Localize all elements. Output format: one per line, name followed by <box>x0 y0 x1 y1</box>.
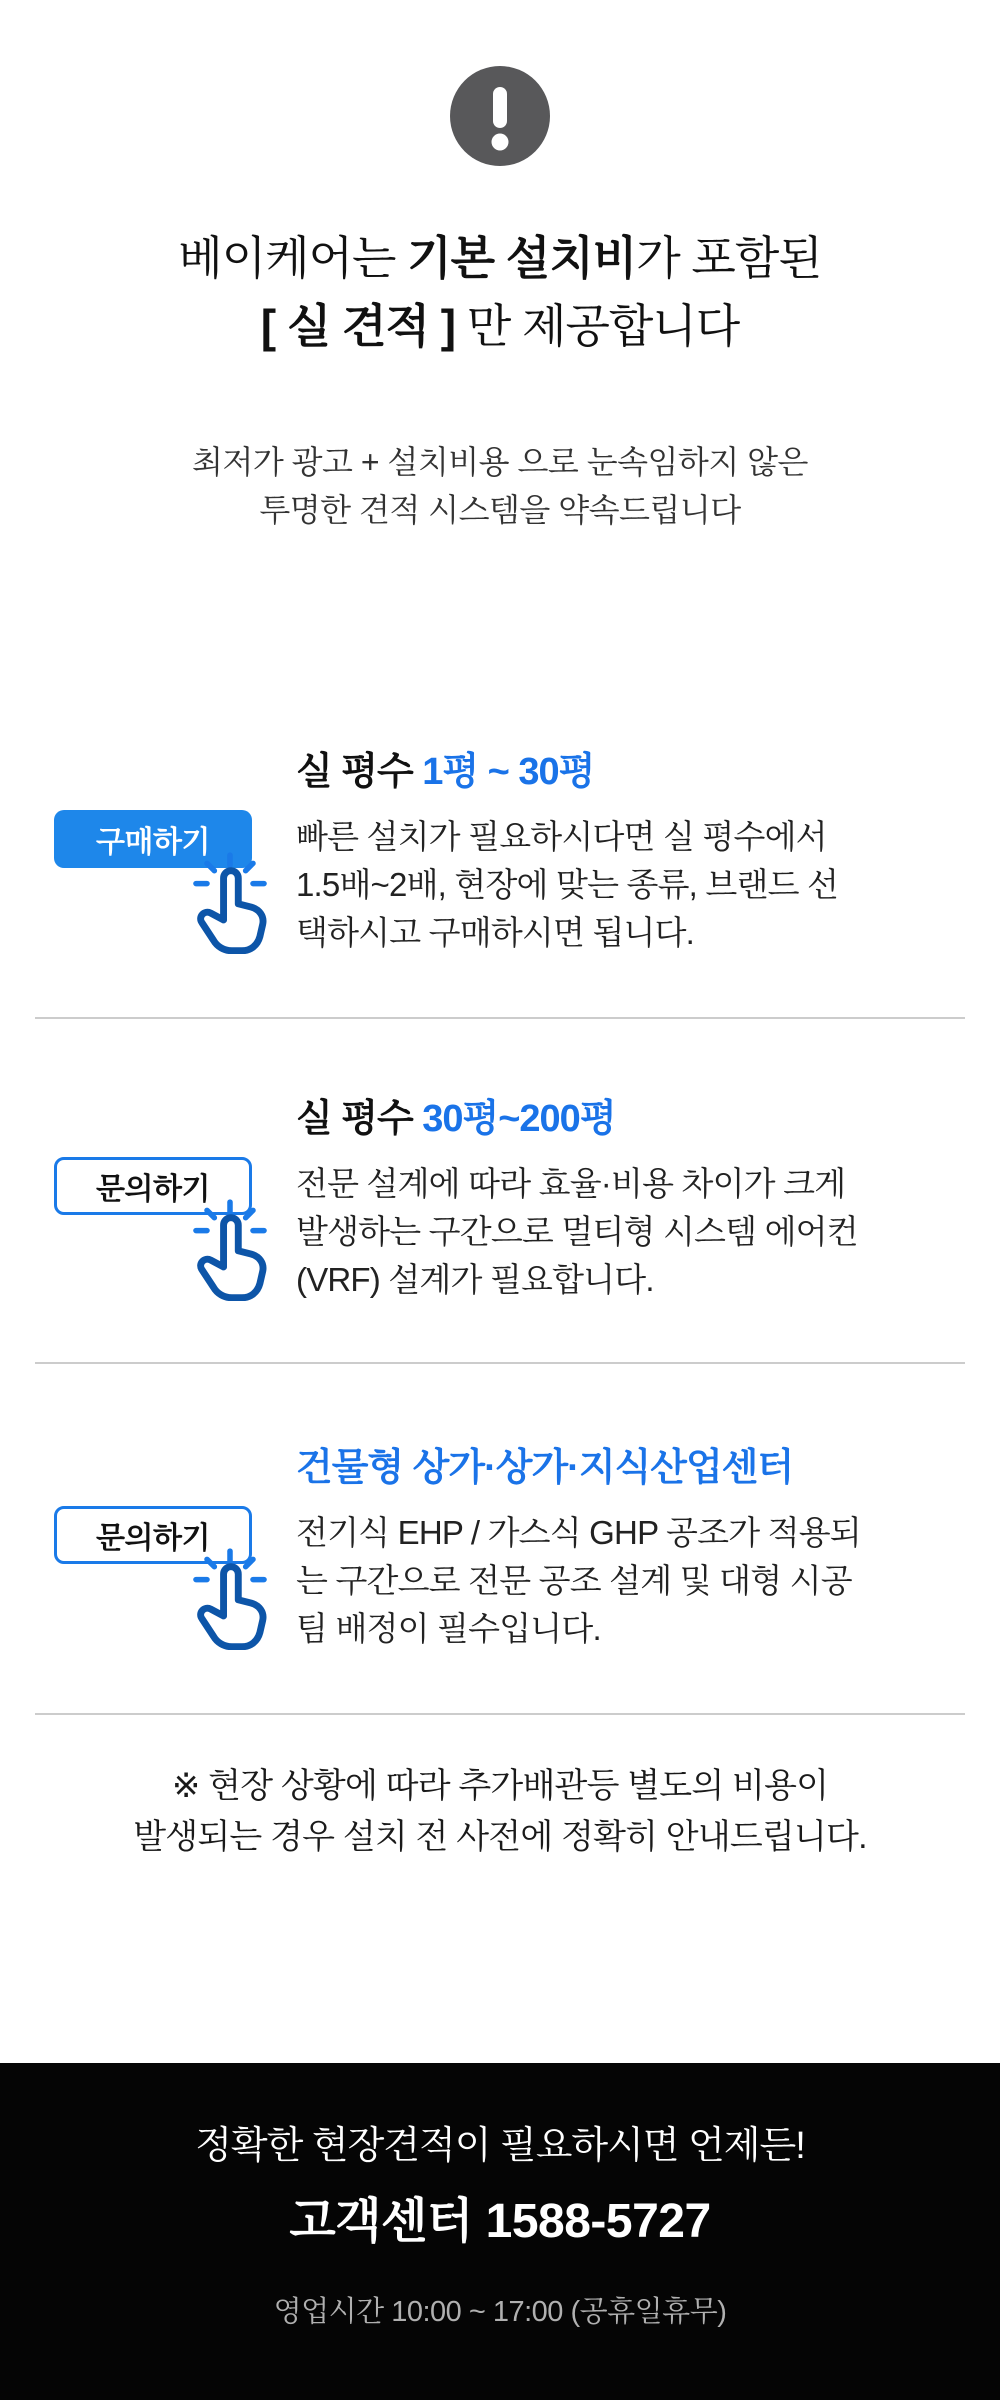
text-column <box>296 1093 970 1304</box>
customer-center-phone: 고객센터 1588-5727 <box>289 2195 711 2248</box>
text-column <box>296 746 970 957</box>
section-body: 전문 설계에 따라 효율·비용 차이가 크게 발생하는 구간으로 멀티형 시스템 에어컨 (VRF) 설계가 필요합니다. <box>296 1165 858 1298</box>
section-mid-area <box>0 1019 1000 1362</box>
exclamation-icon <box>450 66 550 166</box>
plan-sections <box>0 704 1000 1715</box>
inquiry-button-mid[interactable]: 문의하기 <box>54 1157 252 1215</box>
page-title <box>0 224 1000 360</box>
section-body: 빠른 설치가 필요하시다면 실 평수에서 1.5배~2배, 현장에 맞는 종류, 브랜드 선 택하시고 구매하시면 됩니다. <box>296 818 839 951</box>
footer-message: 정확한 현장견적이 필요하시면 언제든! <box>195 2125 805 2167</box>
text-column <box>296 1442 970 1653</box>
section-divider <box>35 1713 965 1715</box>
button-column <box>46 1442 296 1653</box>
section-heading: 실 평수 1평 ~ 30평 <box>296 751 595 793</box>
click-hand-icon <box>184 1546 276 1650</box>
inquiry-button-building[interactable]: 문의하기 <box>54 1506 252 1564</box>
click-hand-icon <box>184 850 276 954</box>
section-building <box>0 1364 1000 1713</box>
section-heading: 건물형 상가·상가·지식산업센터 <box>296 1447 794 1489</box>
extra-cost-note: ※ 현장 상황에 따라 추가배관등 별도의 비용이 발생되는 경우 설치 전 사전에 정확히 안내드립니다. <box>133 1767 867 1856</box>
title-line-2: [ 실 견적 ] 만 제공합니다 <box>260 300 740 352</box>
page-subtitle: 최저가 광고 + 설치비용 으로 눈속임하지 않은 투명한 견적 시스템을 약속드립니다 <box>192 444 808 528</box>
contact-footer <box>0 2063 1000 2400</box>
purchase-button[interactable]: 구매하기 <box>54 810 252 868</box>
click-hand-icon <box>184 1197 276 1301</box>
section-heading: 실 평수 30평~200평 <box>296 1098 616 1140</box>
title-line-1: 베이케어는 기본 설치비가 포함된 <box>178 232 822 284</box>
section-small-area <box>0 704 1000 1017</box>
section-body: 전기식 EHP / 가스식 GHP 공조가 적용되 는 구간으로 전문 공조 설계 및 대형 시공 팀 배정이 필수입니다. <box>296 1514 861 1647</box>
button-column <box>46 746 296 957</box>
button-column <box>46 1093 296 1304</box>
business-hours: 영업시간 10:00 ~ 17:00 (공휴일휴무) <box>273 2296 727 2328</box>
